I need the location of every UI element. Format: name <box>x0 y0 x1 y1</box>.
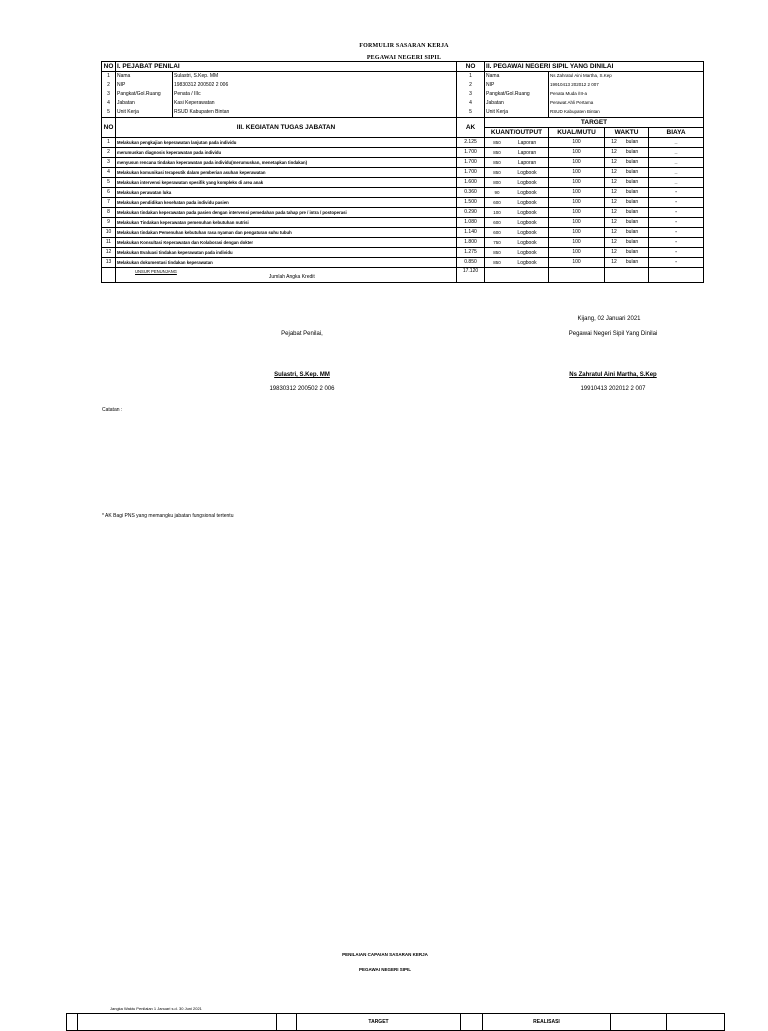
activity-unit: Logbook <box>517 239 537 246</box>
activity-waktu <box>605 228 649 238</box>
activity-ak: 1.080 <box>457 218 485 228</box>
total-row <box>102 268 704 283</box>
activity-no: 4 <box>102 168 116 178</box>
pegawai-no: 2 <box>457 81 485 90</box>
pegawai-field-value: RSUD Kabupaten Bintan <box>549 108 704 118</box>
activity-ak: 1.500 <box>457 198 485 208</box>
activity-biaya: - <box>649 248 704 258</box>
pegawai-field-value: Perawat Ahli Pertama <box>549 99 704 108</box>
pejabat-no: 5 <box>102 108 116 118</box>
activity-waktu <box>605 158 649 168</box>
pejabat-no: 3 <box>102 90 116 99</box>
activity-waktu <box>605 188 649 198</box>
activity-row <box>102 238 704 248</box>
activity-name: Melakukan pendidikan kesehatan pada individu pasien <box>116 198 457 208</box>
activity-row <box>102 218 704 228</box>
activity-waktu-value: 12 <box>611 159 617 165</box>
identity-header-row <box>102 62 704 72</box>
penilaian-cell <box>78 1014 277 1031</box>
activity-kuant <box>485 168 549 178</box>
waktu-header: WAKTU <box>605 128 649 138</box>
activity-ak: 2.125 <box>457 138 485 148</box>
penilaian-target-header: TARGET <box>297 1014 461 1031</box>
activity-waktu-unit: bulan <box>625 179 639 185</box>
activity-no: 5 <box>102 178 116 188</box>
activity-waktu-value: 12 <box>611 209 617 215</box>
form-subtitle: PEGAWAI NEGERI SIPIL <box>366 55 442 61</box>
activity-waktu-unit: bulan <box>625 249 639 255</box>
biaya-header: BIAYA <box>649 128 704 138</box>
pegawai-dinilai-header: II. PEGAWAI NEGERI SIPIL YANG DINILAI <box>485 62 704 72</box>
activity-waktu-value: 12 <box>611 239 617 245</box>
activity-biaya: - <box>649 228 704 238</box>
activity-waktu <box>605 248 649 258</box>
activity-unit: Laporan <box>517 149 537 156</box>
activity-row <box>102 248 704 258</box>
activity-unit: Logbook <box>517 169 537 176</box>
activity-biaya: - <box>649 258 704 268</box>
activity-kuant <box>485 138 549 148</box>
activity-biaya: _ <box>649 148 704 158</box>
activity-waktu-unit: bulan <box>625 189 639 195</box>
penilaian-cell <box>461 1014 483 1031</box>
pejabat-no: 1 <box>102 72 116 82</box>
activity-waktu-value: 12 <box>611 259 617 265</box>
pegawai-no: 1 <box>457 72 485 82</box>
activity-name: menyusun rencana tindakan keperawatan pada individu(merumuskan, menetapkan tindakan) <box>116 158 457 168</box>
activity-waktu-value: 12 <box>611 199 617 205</box>
activity-waktu-value: 12 <box>611 249 617 255</box>
activity-biaya: - <box>649 188 704 198</box>
pegawai-field-label: Pangkat/Gol.Ruang <box>485 90 549 99</box>
activity-no: 2 <box>102 148 116 158</box>
activity-biaya: _ <box>649 138 704 148</box>
total-blank <box>549 268 605 283</box>
activity-waktu-value: 12 <box>611 189 617 195</box>
pegawai-field-value: Ns Zahratul Aini Martha, S.Kep <box>549 72 704 82</box>
penilaian-cell <box>277 1014 297 1031</box>
activity-row <box>102 148 704 158</box>
activity-name: Melakukan intervensi keperawatan spesifik yang kompleks di area anak <box>116 178 457 188</box>
activity-name: Melakukan dokumentasi tindakan keperawatan <box>116 258 457 268</box>
activity-kual: 100 <box>549 218 605 228</box>
activity-ak: 0.850 <box>457 258 485 268</box>
activity-no: 13 <box>102 258 116 268</box>
activity-ak: 1.800 <box>457 238 485 248</box>
activity-biaya: - <box>649 218 704 228</box>
activity-waktu <box>605 138 649 148</box>
pejabat-field-value: 19830312 200502 2 006 <box>173 81 457 90</box>
pejabat-field-value: Sulastri, S.Kep. MM <box>173 72 457 82</box>
identity-row <box>102 81 704 90</box>
pegawai-field-value: 19910413 202012 2 007 <box>549 81 704 90</box>
page2-subtitle: PEGAWAI NEGERI SIPIL <box>358 967 411 972</box>
kual-header: KUAL/MUTU <box>549 128 605 138</box>
activity-waktu-unit: bulan <box>625 239 639 245</box>
activity-kual: 100 <box>549 198 605 208</box>
activity-name: Melakukan Konsultasi Keperawatan dan Kolaborasi dengan dokter <box>116 238 457 248</box>
activity-ak: 1.700 <box>457 158 485 168</box>
pegawai-field-label: Jabatan <box>485 99 549 108</box>
activity-kual: 100 <box>549 158 605 168</box>
activity-name: Melakukan komunikasi terapeutik dalam pemberian asuhan keperawatan <box>116 168 457 178</box>
activity-kuant <box>485 208 549 218</box>
activity-biaya: - <box>649 208 704 218</box>
pegawai-no: 3 <box>457 90 485 99</box>
activity-unit: Logbook <box>517 259 537 266</box>
catatan-label: Catatan : <box>102 407 123 413</box>
pejabat-field-value: RSUD Kabupaten Bintan <box>173 108 457 118</box>
pejabat-penilai-role: Pejabat Penilai, <box>281 331 323 337</box>
activity-kuant <box>485 258 549 268</box>
activity-kuant <box>485 158 549 168</box>
total-blank <box>649 268 704 283</box>
activity-waktu-unit: bulan <box>625 219 639 225</box>
activity-unit: Logbook <box>517 209 537 216</box>
pejabat-field-label: Jabatan <box>116 99 173 108</box>
activity-row <box>102 138 704 148</box>
activity-qty: 800 <box>493 179 501 185</box>
activity-qty: 850 <box>493 249 501 255</box>
activity-name: merumuskan diagnosis keperawatan pada individu <box>116 148 457 158</box>
form-title: FORMULIR SASARAN KERJA <box>359 43 449 49</box>
activity-kuant <box>485 178 549 188</box>
pejabat-field-label: NIP <box>116 81 173 90</box>
activity-qty: 850 <box>493 259 501 265</box>
activity-kual: 100 <box>549 258 605 268</box>
activity-no: 9 <box>102 218 116 228</box>
activity-ak: 1.700 <box>457 168 485 178</box>
pegawai-no: 5 <box>457 108 485 118</box>
activity-ak: 1.275 <box>457 248 485 258</box>
pejabat-penilai-header: I. PEJABAT PENILAI <box>116 62 457 72</box>
activity-biaya: _ <box>649 158 704 168</box>
activity-ak: 1.140 <box>457 228 485 238</box>
activity-no: 3 <box>102 158 116 168</box>
activity-unit: Logbook <box>517 189 537 196</box>
activity-unit: Logbook <box>517 199 537 206</box>
activity-waktu-value: 12 <box>611 219 617 225</box>
jumlah-angka-kredit-label: Jumlah Angka Kredit <box>268 274 315 280</box>
pegawai-dinilai-role: Pegawai Negeri Sipil Yang Dinilai <box>568 331 658 337</box>
total-label-cell <box>116 268 457 283</box>
activity-ak: 1.700 <box>457 148 485 158</box>
activity-unit: Logbook <box>517 179 537 186</box>
activity-no: 6 <box>102 188 116 198</box>
activity-kuant <box>485 198 549 208</box>
activity-qty: 850 <box>493 159 501 165</box>
activity-unit: Logbook <box>517 219 537 226</box>
activity-waktu-unit: bulan <box>625 149 639 155</box>
activity-row <box>102 258 704 268</box>
pejabat-penilai-nip: 19830312 200502 2 006 <box>269 386 335 392</box>
activity-row <box>102 208 704 218</box>
pejabat-no: 4 <box>102 99 116 108</box>
pegawai-field-value: Penata Muda /III-a <box>549 90 704 99</box>
activity-waktu <box>605 168 649 178</box>
unsur-penunjang: UNSUR PENUNJANG <box>135 269 177 274</box>
activity-waktu-unit: bulan <box>625 139 639 145</box>
activity-waktu <box>605 208 649 218</box>
activity-row <box>102 168 704 178</box>
penilaian-realisasi-header: REALISASI <box>483 1014 611 1031</box>
kegiatan-header: III. KEGIATAN TUGAS JABATAN <box>116 118 457 138</box>
page2-period: Jangka Waktu Penilaian 1 Januari s.d. 30 Juni 2021 <box>110 1006 202 1011</box>
activity-waktu-value: 12 <box>611 139 617 145</box>
activity-waktu-value: 12 <box>611 149 617 155</box>
identity-row <box>102 90 704 99</box>
pegawai-dinilai-nip: 19910413 202012 2 007 <box>580 386 646 392</box>
activity-kuant <box>485 238 549 248</box>
pejabat-field-value: Penata / IIIc <box>173 90 457 99</box>
activity-waktu-unit: bulan <box>625 169 639 175</box>
activity-qty: 850 <box>493 139 501 145</box>
activity-waktu-value: 12 <box>611 169 617 175</box>
activity-name: Melakukan Evaluasi tindakan keperawatan pada individu <box>116 248 457 258</box>
penilaian-table <box>66 1013 725 1031</box>
page2-title: PENILAIAN CAPAIAN SASARAN KERJA <box>342 952 428 957</box>
activity-ak: 1.600 <box>457 178 485 188</box>
activity-kual: 100 <box>549 248 605 258</box>
activity-biaya: _ <box>649 178 704 188</box>
activity-waktu-unit: bulan <box>625 209 639 215</box>
activity-kual: 100 <box>549 188 605 198</box>
activity-qty: 600 <box>493 229 501 235</box>
activity-no: 7 <box>102 198 116 208</box>
place-date: Kijang, 02 Januari 2021 <box>577 316 641 322</box>
activity-waktu <box>605 258 649 268</box>
activity-waktu-value: 12 <box>611 229 617 235</box>
activity-row <box>102 198 704 208</box>
activity-waktu <box>605 178 649 188</box>
activity-kual: 100 <box>549 238 605 248</box>
activity-unit: Laporan <box>517 159 537 166</box>
activity-kual: 100 <box>549 148 605 158</box>
activity-biaya: - <box>649 198 704 208</box>
activity-waktu <box>605 218 649 228</box>
activity-qty: 100 <box>493 209 501 215</box>
identity-row <box>102 108 704 118</box>
target-header: TARGET <box>485 118 704 128</box>
identity-row <box>102 72 704 82</box>
activity-qty: 600 <box>493 219 501 225</box>
activity-waktu-unit: bulan <box>625 159 639 165</box>
activity-qty: 750 <box>493 239 501 245</box>
activity-unit: Logbook <box>517 229 537 236</box>
activity-waktu <box>605 238 649 248</box>
activity-qty: 850 <box>493 149 501 155</box>
activity-biaya: - <box>649 238 704 248</box>
identity-row <box>102 99 704 108</box>
no-header: NO <box>102 62 116 72</box>
activity-kual: 100 <box>549 228 605 238</box>
activity-unit: Logbook <box>517 249 537 256</box>
activity-row <box>102 228 704 238</box>
activity-no: 1 <box>102 138 116 148</box>
penilaian-cell <box>667 1014 725 1031</box>
activity-qty: 850 <box>493 169 501 175</box>
activity-qty: 600 <box>493 199 501 205</box>
ak-header: AK <box>457 118 485 138</box>
pejabat-field-value: Kasi Keperawatan <box>173 99 457 108</box>
pegawai-field-label: NIP <box>485 81 549 90</box>
penilaian-cell <box>67 1014 78 1031</box>
pejabat-penilai-name: Sulastri, S.Kep. MM <box>274 372 330 378</box>
activity-kuant <box>485 218 549 228</box>
pegawai-dinilai-name: Ns Zahratul Aini Martha, S.Kep <box>569 372 657 378</box>
pegawai-field-label: Nama <box>485 72 549 82</box>
pegawai-field-label: Unit Kerja <box>485 108 549 118</box>
sasaran-kerja-table <box>101 61 704 283</box>
footnote: * AK Bagi PNS yang memangku jabatan fungsional tertentu <box>102 513 234 519</box>
pejabat-field-label: Pangkat/Gol.Ruang <box>116 90 173 99</box>
activity-row <box>102 188 704 198</box>
activity-name: Melakukan Tindakan keperawatan pemenuhan kebutuhan nutrisi <box>116 218 457 228</box>
activity-kual: 100 <box>549 208 605 218</box>
activity-no: 10 <box>102 228 116 238</box>
activity-waktu-unit: bulan <box>625 199 639 205</box>
total-blank <box>102 268 116 283</box>
activity-waktu-value: 12 <box>611 179 617 185</box>
activity-kuant <box>485 228 549 238</box>
activity-row <box>102 158 704 168</box>
no-header-right: NO <box>457 62 485 72</box>
activity-qty: 90 <box>494 189 500 195</box>
activity-waktu <box>605 148 649 158</box>
pejabat-no: 2 <box>102 81 116 90</box>
total-blank <box>485 268 549 283</box>
kegiatan-no-header: NO <box>102 118 116 138</box>
activity-kual: 100 <box>549 138 605 148</box>
activity-kual: 100 <box>549 178 605 188</box>
pejabat-field-label: Nama <box>116 72 173 82</box>
activity-biaya: _ <box>649 168 704 178</box>
activity-waktu-unit: bulan <box>625 229 639 235</box>
activity-row <box>102 178 704 188</box>
activity-kuant <box>485 148 549 158</box>
total-blank <box>605 268 649 283</box>
activity-kuant <box>485 188 549 198</box>
kegiatan-header-row <box>102 118 704 128</box>
kuant-header: KUANT/OUTPUT <box>485 128 549 138</box>
activity-name: Melakukan tindakan Pemenuhan kebutuhan rasa nyaman dan pengaturan suhu tubuh <box>116 228 457 238</box>
activity-name: Melakukan perawatan luka <box>116 188 457 198</box>
activity-no: 12 <box>102 248 116 258</box>
activity-no: 8 <box>102 208 116 218</box>
activity-kuant <box>485 248 549 258</box>
activity-waktu <box>605 198 649 208</box>
penilaian-cell <box>611 1014 667 1031</box>
activity-ak: 0.290 <box>457 208 485 218</box>
activity-waktu-unit: bulan <box>625 259 639 265</box>
activity-name: Melakukan pengkajian keperawatan lanjutan pada individu <box>116 138 457 148</box>
activity-name: Melakukan tindakan keperawatan pada pasien dengan intervensi pemedahan pada tahap pre / intra / postoperasi <box>116 208 457 218</box>
pejabat-field-label: Unit Kerja <box>116 108 173 118</box>
pegawai-no: 4 <box>457 99 485 108</box>
jumlah-angka-kredit-value: 17.120 <box>457 268 485 283</box>
activity-ak: 0.360 <box>457 188 485 198</box>
activity-kual: 100 <box>549 168 605 178</box>
activity-no: 11 <box>102 238 116 248</box>
activity-unit: Laporan <box>517 139 537 146</box>
